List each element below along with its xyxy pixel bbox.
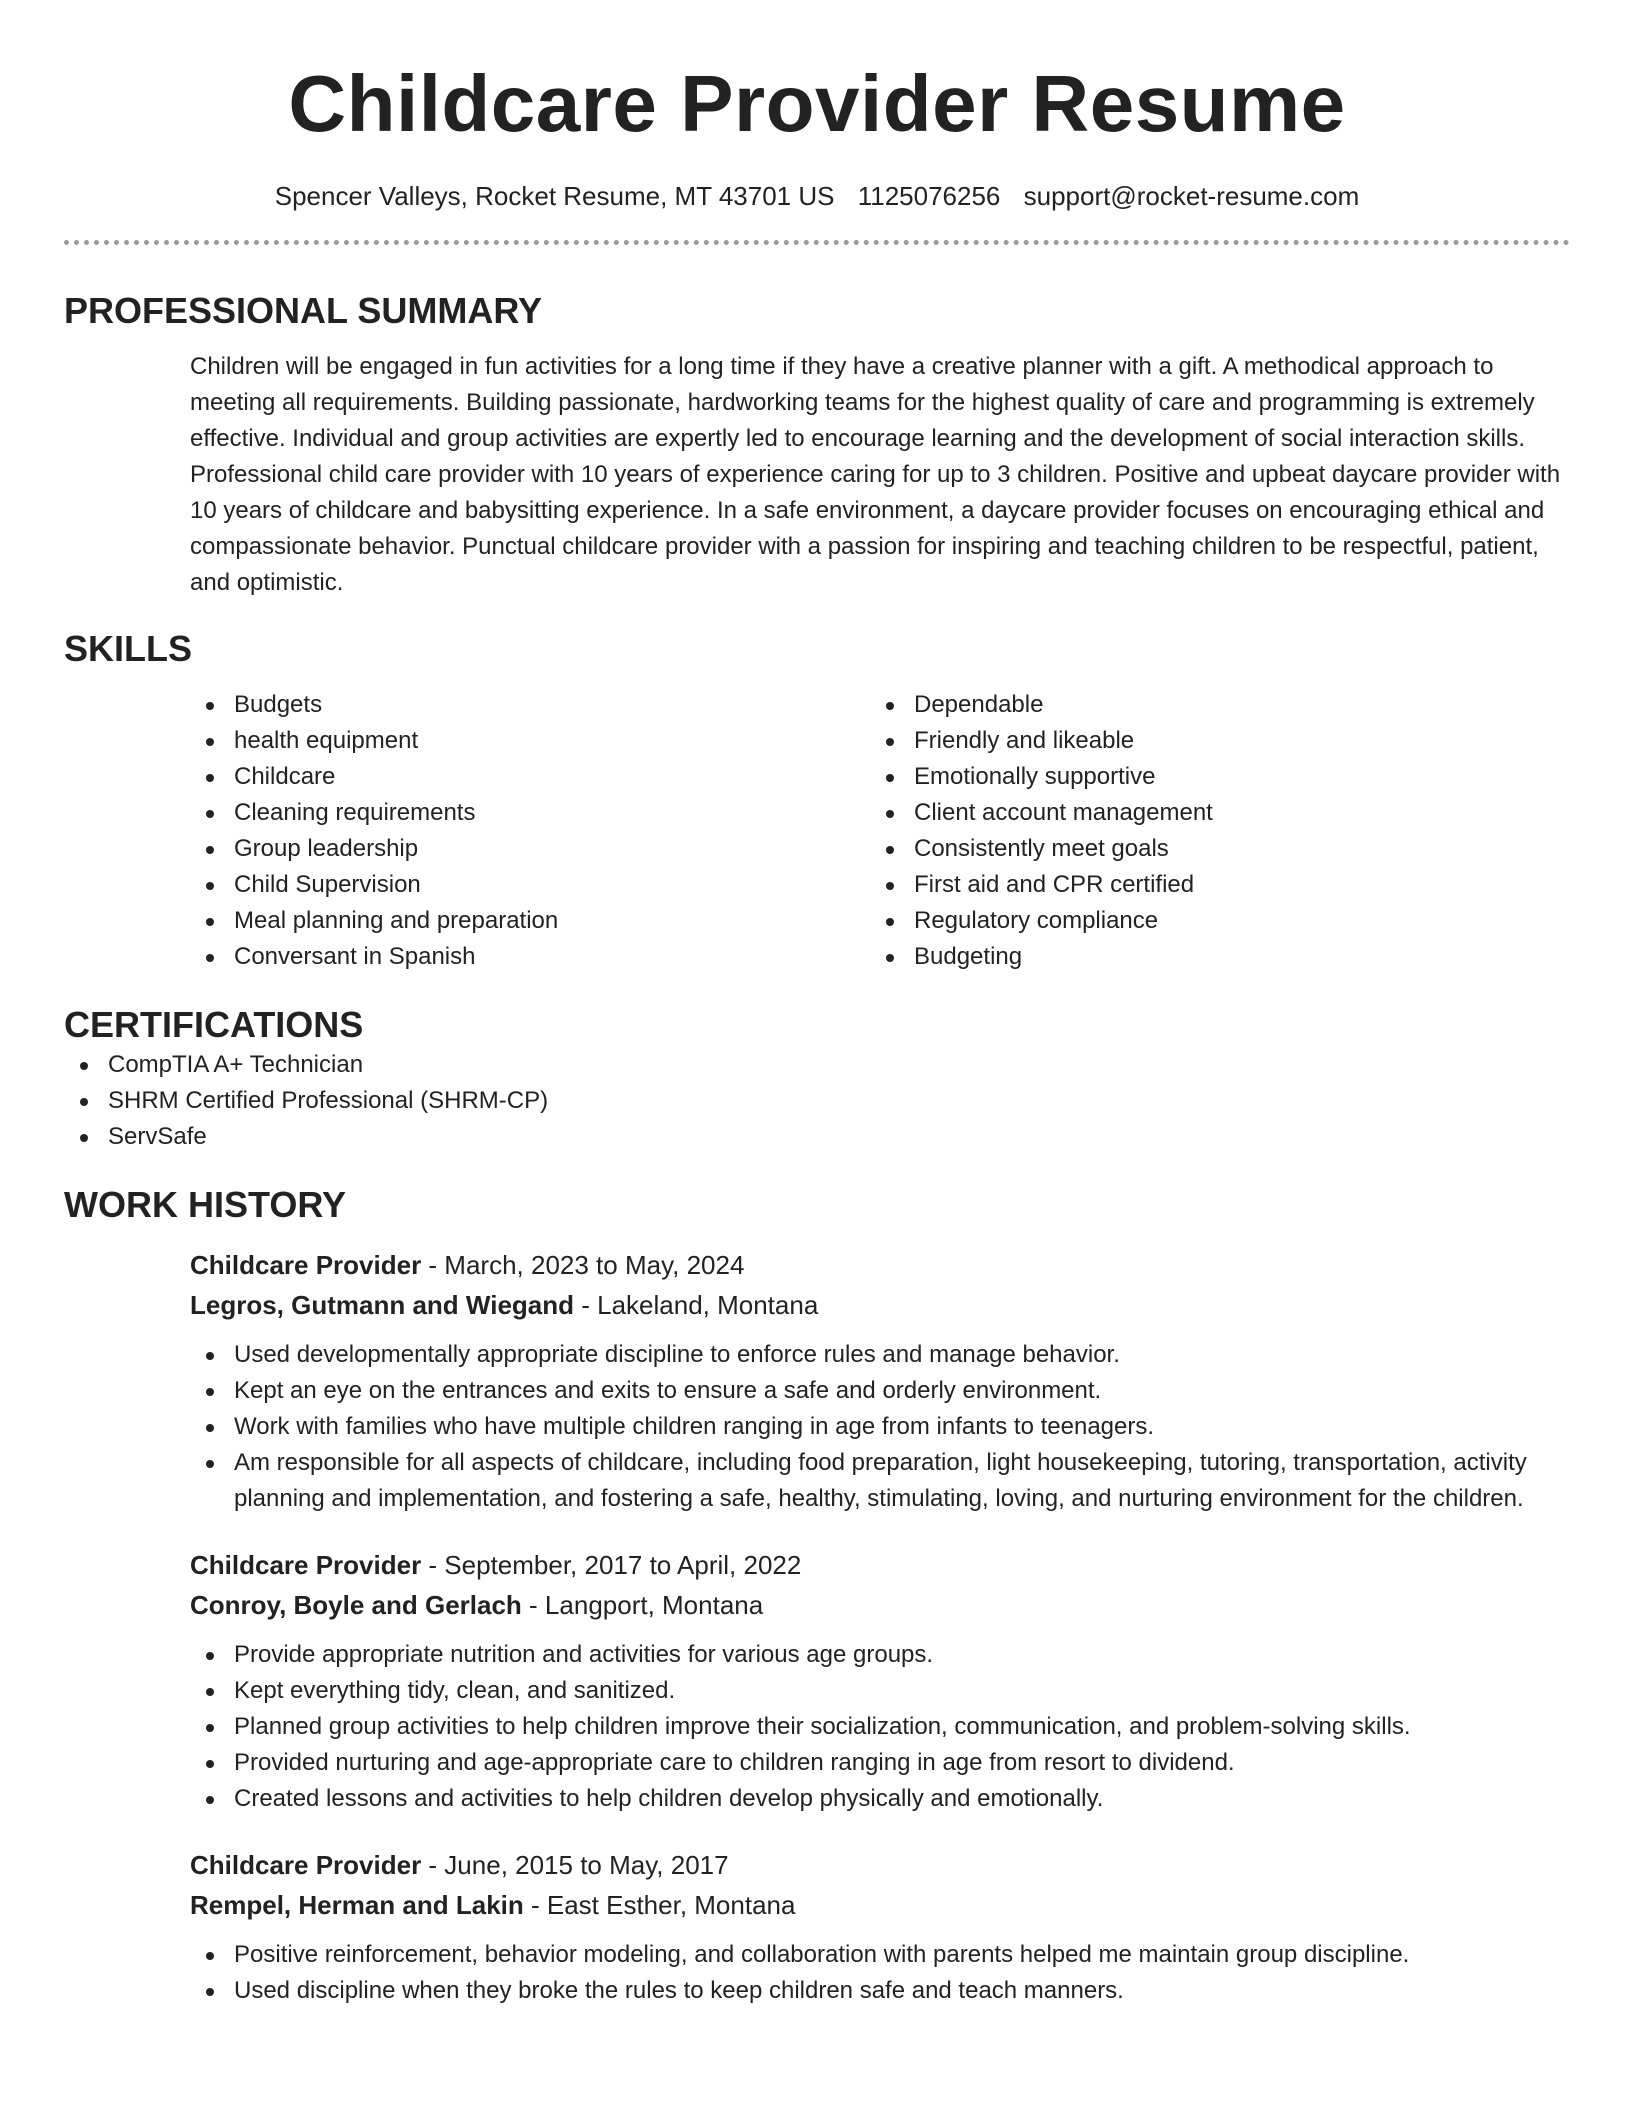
header-divider: [64, 240, 1570, 245]
certifications-section: [64, 1003, 1570, 1155]
skill-item: Consistently meet goals: [870, 831, 1550, 867]
job-location: - Lakeland, Montana: [574, 1290, 819, 1320]
contact-line: [64, 180, 1570, 212]
job-duty-item: Used developmentally appropriate discipline to enforce rules and manage behavior.: [190, 1337, 1570, 1373]
certification-item: ServSafe: [64, 1119, 1570, 1155]
job-company: Rempel, Herman and Lakin: [190, 1890, 524, 1920]
summary-heading: PROFESSIONAL SUMMARY: [64, 290, 543, 331]
skill-item: Dependable: [870, 687, 1550, 723]
skill-item: Budgeting: [870, 939, 1550, 975]
job-company: Conroy, Boyle and Gerlach: [190, 1590, 522, 1620]
job-entry: [190, 1845, 1570, 2009]
job-title-line: [190, 1245, 1570, 1285]
job-location: - East Esther, Montana: [523, 1890, 796, 1920]
job-duty-item: Am responsible for all aspects of childcare, including food preparation, light housekeeping, tutoring, transportation, activity planning and implementation, and fostering a safe, healthy, stimulating, loving, and nurturing environment for the children.: [190, 1445, 1570, 1517]
certifications-heading: CERTIFICATIONS: [64, 1004, 364, 1045]
skill-item: Regulatory compliance: [870, 903, 1550, 939]
job-company-line: [190, 1885, 1570, 1925]
certifications-list: [64, 1047, 1570, 1155]
skill-item: Emotionally supportive: [870, 759, 1550, 795]
job-title: Childcare Provider: [190, 1850, 422, 1880]
job-duty-item: Work with families who have multiple children ranging in age from infants to teenagers.: [190, 1409, 1570, 1445]
job-duties-list: [190, 1337, 1570, 1517]
job-dates: - June, 2015 to May, 2017: [421, 1850, 729, 1880]
job-dates: - March, 2023 to May, 2024: [421, 1250, 745, 1280]
job-entry: [190, 1545, 1570, 1817]
job-title: Childcare Provider: [190, 1250, 422, 1280]
skill-item: First aid and CPR certified: [870, 867, 1550, 903]
skill-item: Child Supervision: [190, 867, 870, 903]
job-title-line: [190, 1845, 1570, 1885]
skill-item: Friendly and likeable: [870, 723, 1550, 759]
resume-title: Childcare Provider Resume: [288, 59, 1346, 148]
job-duty-item: Provided nurturing and age-appropriate care to children ranging in age from resort to dividend.: [190, 1745, 1570, 1781]
job-title-line: [190, 1545, 1570, 1585]
skill-item: Meal planning and preparation: [190, 903, 870, 939]
job-company-line: [190, 1285, 1570, 1325]
job-duty-item: Provide appropriate nutrition and activities for various age groups.: [190, 1637, 1570, 1673]
job-duty-item: Used discipline when they broke the rules to keep children safe and teach manners.: [190, 1973, 1570, 2009]
job-duties-list: [190, 1637, 1570, 1817]
skills-section: [64, 627, 1570, 975]
job-duty-item: Positive reinforcement, behavior modeling, and collaboration with parents helped me maintain group discipline.: [190, 1937, 1570, 1973]
skill-item: Cleaning requirements: [190, 795, 870, 831]
skills-grid: [190, 687, 1570, 975]
skills-column-left: [190, 687, 870, 975]
skills-heading: SKILLS: [64, 628, 193, 669]
job-duty-item: Planned group activities to help children improve their socialization, communication, and problem-solving skills.: [190, 1709, 1570, 1745]
skill-item: Childcare: [190, 759, 870, 795]
skills-column-right: [870, 687, 1550, 975]
job-duty-item: Kept an eye on the entrances and exits to ensure a safe and orderly environment.: [190, 1373, 1570, 1409]
certification-item: SHRM Certified Professional (SHRM-CP): [64, 1083, 1570, 1119]
work-history-heading: WORK HISTORY: [64, 1184, 347, 1225]
resume-page: [64, 0, 1570, 2009]
job-company: Legros, Gutmann and Wiegand: [190, 1290, 575, 1320]
job-entry: [190, 1245, 1570, 1517]
skill-item: Client account management: [870, 795, 1550, 831]
skill-item: Group leadership: [190, 831, 870, 867]
skill-item: Budgets: [190, 687, 870, 723]
work-history-section: [64, 1183, 1570, 2009]
job-title: Childcare Provider: [190, 1550, 422, 1580]
contact-phone: 1125076256: [857, 181, 1001, 211]
job-duty-item: Kept everything tidy, clean, and sanitized.: [190, 1673, 1570, 1709]
job-company-line: [190, 1585, 1570, 1625]
contact-address: Spencer Valleys, Rocket Resume, MT 43701 US: [274, 181, 835, 211]
job-duties-list: [190, 1937, 1570, 2009]
summary-section: [64, 289, 1570, 601]
skill-item: Conversant in Spanish: [190, 939, 870, 975]
skills-list-right: [870, 687, 1550, 975]
job-dates: - September, 2017 to April, 2022: [421, 1550, 802, 1580]
job-location: - Langport, Montana: [521, 1590, 764, 1620]
skill-item: health equipment: [190, 723, 870, 759]
certification-item: CompTIA A+ Technician: [64, 1047, 1570, 1083]
skills-list-left: [190, 687, 870, 975]
summary-text: Children will be engaged in fun activities for a long time if they have a creative planner with a gift. A methodical approach to meeting all requirements. Building passionate, hardworking teams for the highest quality of care and programming is extremely effective. Individual and group activities are expertly led to encourage learning and the development of social interaction skills. Professional child care provider with 10 years of experience caring for up to 3 children. Positive and upbeat daycare provider with 10 years of childcare and babysitting experience. In a safe environment, a daycare provider focuses on encouraging ethical and compassionate behavior. Punctual childcare provider with a passion for inspiring and teaching children to be respectful, patient, and optimistic.: [190, 353, 1561, 596]
contact-email: support@rocket-resume.com: [1023, 181, 1360, 211]
job-duty-item: Created lessons and activities to help children develop physically and emotionally.: [190, 1781, 1570, 1817]
